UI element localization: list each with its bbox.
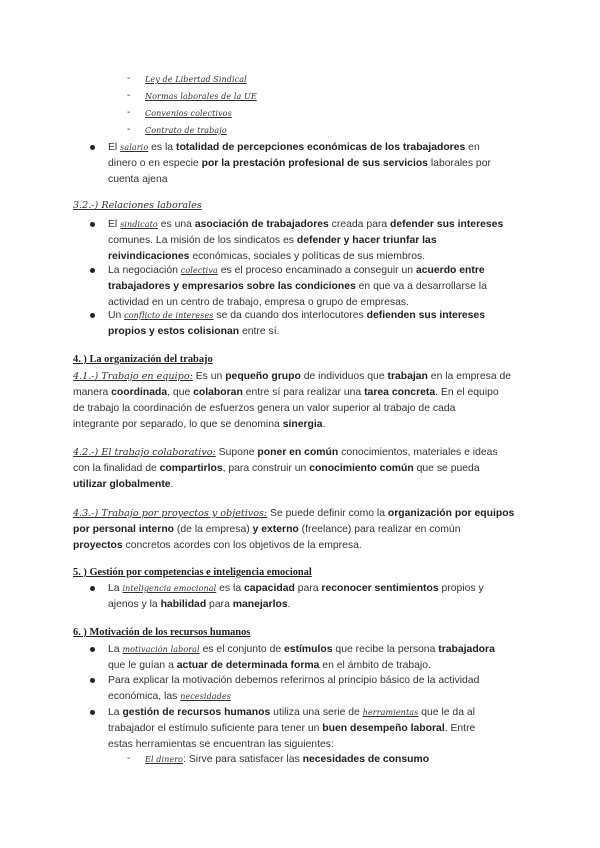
bold-text: coordinada: [111, 387, 168, 398]
term-colectiva: colectiva: [180, 266, 218, 275]
bold-text: trabajan: [387, 371, 428, 382]
bold-text: por personal interno: [73, 524, 175, 535]
p43-line-2: [73, 523, 461, 536]
bold-text: defender sus intereses: [390, 219, 504, 230]
heading-6: 6. ) Motivación de los recursos humanos: [73, 627, 251, 638]
p43-line-1: [73, 507, 514, 520]
bold-text: capacidad: [244, 583, 295, 594]
bold-text: y externo: [252, 524, 299, 535]
bold-text: necesidades de consumo: [302, 754, 430, 765]
dash-item-contrato: Contrato de trabajo: [145, 126, 227, 135]
dash-item-convenios: Convenios colectivos: [145, 109, 232, 118]
bullet-dot: [90, 647, 95, 652]
text: dinero o en especie: [108, 158, 202, 169]
bold-text: totalidad de percepciones económicas de los trabajadores: [175, 142, 466, 153]
text: comunes. La misión de los sindicatos es: [108, 235, 297, 246]
conflicto-line-1: [108, 309, 485, 322]
text: económicas, sociales y políticas de sus miembros.: [189, 251, 426, 262]
bullet-dot: [90, 710, 95, 715]
text: es el conjunto de: [199, 644, 285, 655]
bold-text: defienden sus intereses: [366, 310, 485, 321]
p41-line-3: de trabajo la coordinación de esfuerzos genera un valor superior al trabajo de cada: [73, 403, 456, 414]
text: : Sirve para satisfacer las: [183, 754, 303, 765]
text: entre sí.: [239, 326, 280, 337]
text: . Entre: [444, 723, 476, 734]
ges-line-1: [108, 706, 475, 719]
text: para: [294, 583, 322, 594]
text: de individuos que: [300, 371, 388, 382]
bold-text: trabajadores y empresarios sobre las condiciones: [108, 281, 356, 292]
text: en el ámbito de trabajo.: [319, 660, 431, 671]
bold-text: actuar de determinada forma: [176, 660, 320, 671]
bold-text: reivindicaciones: [108, 251, 190, 262]
dash-item-normas-laborales: Normas laborales de la UE: [145, 92, 257, 101]
p42-line-3: [73, 478, 173, 491]
bold-text: asociación de trabajadores: [194, 219, 329, 230]
bold-text: manejarlos: [232, 599, 288, 610]
bold-text: conocimiento común: [309, 463, 414, 474]
text: utiliza una serie de: [270, 707, 363, 718]
text: . En el equipo: [435, 387, 499, 398]
term-necesidades: necesidades: [180, 692, 231, 701]
label-trabajo-en-equipo: 4.1.-) Trabajo en equipo:: [73, 371, 193, 382]
text: (de la empresa): [174, 524, 253, 535]
text: ajenos y la: [108, 599, 161, 610]
salario-line-3: cuenta ajena: [108, 174, 168, 185]
text: que recibe la persona: [332, 644, 439, 655]
bold-text: utilizar globalmente: [73, 479, 171, 490]
bullet-dot: [90, 586, 95, 591]
p42-line-2: [73, 462, 480, 475]
text: , que: [167, 387, 194, 398]
sindicato-line-1: [108, 218, 503, 231]
dash-item-ley-libertad-sindical: Ley de Libertad Sindical: [145, 75, 247, 84]
bold-text: organización por equipos: [387, 508, 515, 519]
text: entre sí para realizar una: [242, 387, 365, 398]
text: es la: [216, 583, 244, 594]
text: en que va a desarrollarse la: [355, 281, 487, 292]
text: para: [206, 599, 233, 610]
text: .: [322, 419, 326, 430]
term-conflicto: conflicto de intereses: [124, 311, 214, 320]
p41-line-4: [73, 418, 325, 431]
bold-text: gestión de recursos humanos: [122, 707, 271, 718]
salario-line-2: [108, 157, 491, 170]
text: .: [170, 479, 174, 490]
s5-line-1: [108, 582, 484, 595]
bold-text: propios y estos colisionan: [108, 326, 240, 337]
text: creada para: [328, 219, 391, 230]
bold-text: poner en común: [257, 447, 339, 458]
bold-text: acuerdo entre: [415, 265, 485, 276]
text: .: [287, 599, 291, 610]
text: integrante por separado, lo que se denomina: [73, 419, 283, 430]
text: es una: [157, 219, 195, 230]
ges-line-2: [108, 722, 475, 735]
term-el-dinero: El dinero: [145, 755, 184, 764]
text: propios y: [438, 583, 484, 594]
bullet-dot: [90, 268, 95, 273]
negociacion-line-1: [108, 264, 485, 277]
bold-text: buen desempeño laboral: [322, 723, 445, 734]
p41-line-2: [73, 386, 499, 399]
bullet-dot: [90, 678, 95, 683]
salario-line-1: [108, 141, 480, 154]
text: (freelance) para realizar en común: [298, 524, 461, 535]
text: manera: [73, 387, 112, 398]
term-sindicato: sindicato: [120, 220, 158, 229]
label-trabajo-por-proyectos: 4.3.-) Trabajo por proyectos y objetivos:: [73, 508, 268, 519]
bullet-dot: [90, 222, 95, 227]
text: El: [108, 219, 121, 230]
bold-text: estímulos: [284, 644, 333, 655]
bold-text: defender y hacer triunfar las: [296, 235, 437, 246]
term-motivacion-laboral: motivación laboral: [122, 645, 200, 654]
sindicato-line-3: [108, 250, 425, 263]
dinero-line: [145, 753, 429, 766]
dash-marker: -: [127, 73, 131, 84]
text: es la: [148, 142, 176, 153]
dash-marker: -: [127, 753, 131, 764]
text: laborales por: [427, 158, 491, 169]
dash-marker: -: [127, 90, 131, 101]
heading-5: 5. ) Gestión por competencias e inteligencia emocional: [73, 567, 312, 578]
text: económica, las: [108, 691, 181, 702]
bold-text: compartirlos: [159, 463, 223, 474]
heading-3-2: 3.2.-) Relaciones laborales: [73, 200, 202, 211]
text: La: [108, 644, 123, 655]
s5-line-2: [108, 598, 291, 611]
text: en: [465, 142, 480, 153]
p41-line-1: [73, 370, 511, 383]
text: , para construir un: [222, 463, 310, 474]
text: concretos acordes con los objetivos de la empresa.: [122, 540, 362, 551]
text: Se puede definir como la: [267, 508, 388, 519]
bold-text: por la prestación profesional de sus servicios: [201, 158, 428, 169]
term-inteligencia-emocional: inteligencia emocional: [122, 584, 217, 593]
text: que se pueda: [413, 463, 480, 474]
bold-text: proyectos: [73, 540, 123, 551]
heading-4: 4. ) La organización del trabajo: [73, 354, 213, 365]
mot-line-2: [108, 659, 431, 672]
label-trabajo-colaborativo: 4.2.-) El trabajo colaborativo:: [73, 447, 216, 458]
p43-line-3: [73, 539, 362, 552]
bold-text: reconocer sentimientos: [321, 583, 439, 594]
exp-line-1: Para explicar la motivación debemos referirnos al principio básico de la actividad: [108, 675, 480, 686]
bold-text: sinergia: [282, 419, 323, 430]
text: trabajador el estímulo suficiente para tener un: [108, 723, 323, 734]
negociacion-line-3: actividad en un centro de trabajo, empresa o grupo de empresas.: [108, 297, 409, 308]
text: La: [108, 583, 123, 594]
text: se da cuando dos interlocutores: [213, 310, 367, 321]
text: que le da al: [418, 707, 475, 718]
bold-text: habilidad: [160, 599, 207, 610]
text: Supone: [215, 447, 258, 458]
bullet-dot: [90, 145, 95, 150]
text: en la empresa de: [427, 371, 512, 382]
text: es el proceso encaminado a conseguir un: [217, 265, 416, 276]
text: El: [108, 142, 121, 153]
negociacion-line-2: [108, 280, 487, 293]
text: La negociación: [108, 265, 181, 276]
term-salario: salario: [120, 143, 149, 152]
text: Un: [108, 310, 125, 321]
mot-line-1: [108, 643, 495, 656]
text: Es un: [192, 371, 226, 382]
ges-line-3: estas herramientas se encuentran las siguientes:: [108, 739, 334, 750]
exp-line-2: [108, 690, 231, 703]
term-herramientas: herramientas: [362, 708, 419, 717]
p42-line-1: [73, 446, 498, 459]
text: La: [108, 707, 123, 718]
sindicato-line-2: [108, 234, 437, 247]
text: que le guían a: [108, 660, 177, 671]
bullet-dot: [90, 313, 95, 318]
conflicto-line-2: [108, 325, 280, 338]
bold-text: colaboran: [193, 387, 243, 398]
text: con la finalidad de: [73, 463, 160, 474]
bold-text: tarea concreta: [364, 387, 436, 398]
bold-text: trabajadora: [438, 644, 495, 655]
text: conocimientos, materiales e ideas: [338, 447, 498, 458]
bold-text: pequeño grupo: [225, 371, 301, 382]
dash-marker: -: [127, 124, 131, 135]
dash-marker: -: [127, 107, 131, 118]
